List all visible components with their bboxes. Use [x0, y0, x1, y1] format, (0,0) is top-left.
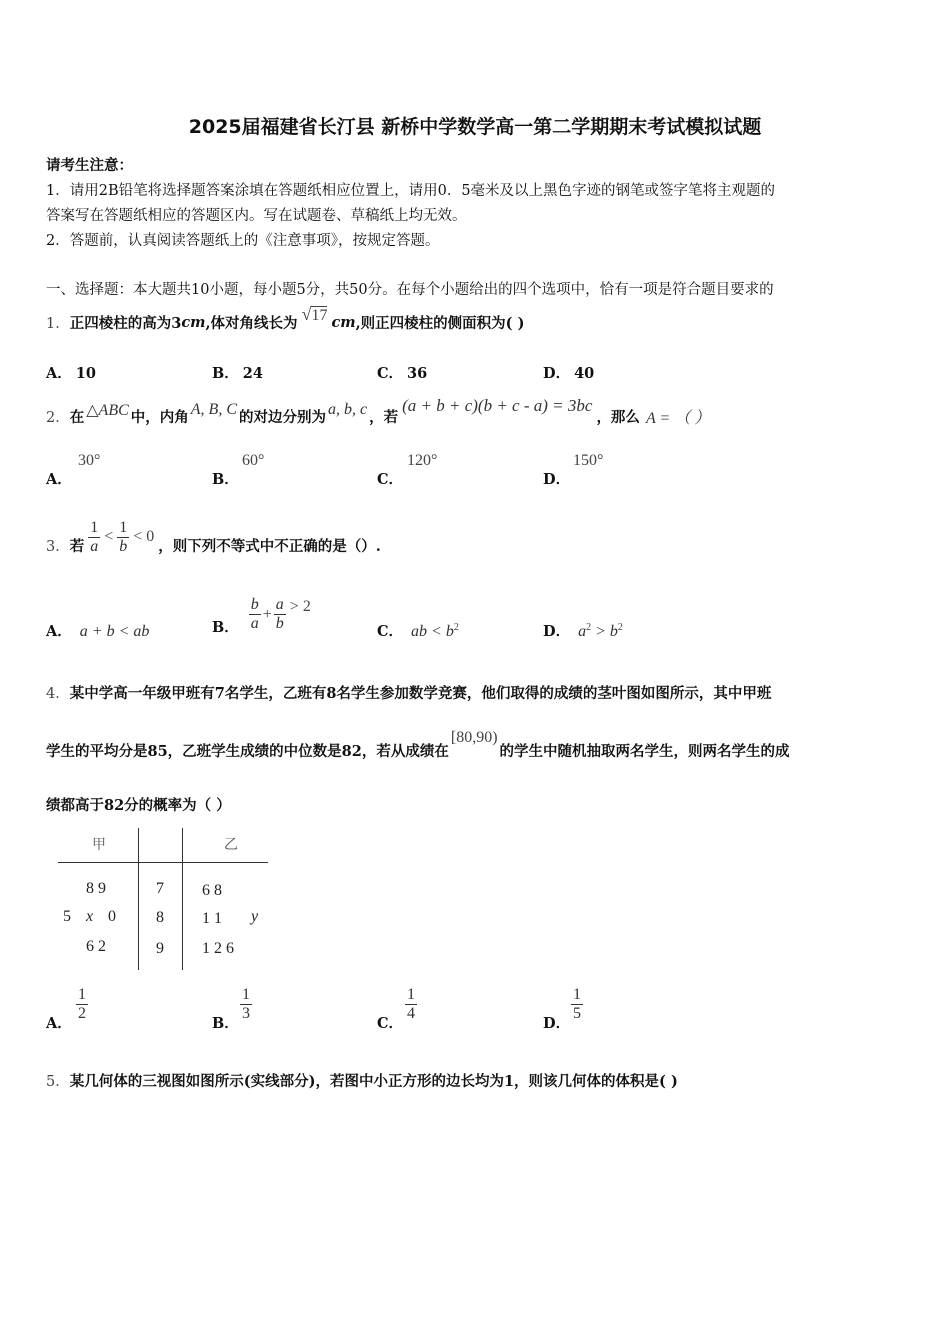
stem-leaf-left-row-2: 0 — [108, 908, 116, 925]
q1-sqrt-radicand: 17 — [311, 306, 328, 324]
stem-leaf-vline-left — [138, 828, 139, 970]
notice-line-1: 1．请用2B铅笔将选择题答案涂填在答题纸相应位置上，请用0．5毫米及以上黑色字迹的钢笔或签字笔将主观题的 — [46, 183, 776, 199]
stem-leaf-stem-row-2: 8 — [156, 909, 164, 926]
q2-option-b[interactable]: B． 60° — [212, 452, 265, 488]
question-4-line-3: 绩都高于82分的概率为（ ） — [46, 797, 231, 814]
stem-leaf-right-row-3: 1 2 6 — [202, 940, 234, 957]
q1-option-a[interactable]: A． 10 — [46, 365, 96, 382]
q4-option-a[interactable]: A． $\frac{1}{2}$ — [46, 986, 86, 1032]
q3-inequality: $\frac{1}{a}$ < $\frac{1}{b}$ < 0 — [90, 518, 155, 555]
q2-option-a[interactable]: A． 30° — [46, 452, 101, 488]
q1-unit-1: cm — [181, 313, 206, 331]
q2-number: 2． — [46, 409, 70, 426]
notice-line-2: 2．答题前，认真阅读答题纸上的《注意事项》，按规定答题。 — [46, 233, 440, 249]
stem-leaf-plot — [58, 828, 272, 973]
section-heading: 一、选择题：本大题共10小题，每小题5分，共50分。在每个小题给出的四个选项中，恰有一项是符合题目要求的 — [46, 282, 774, 298]
q3-option-d[interactable]: D． $a^2 > b^2$ — [543, 622, 623, 640]
q3-text-2: ，则下列不等式中不正确的是（）. — [158, 537, 381, 555]
question-5: 5．某几何体的三视图如图所示(实线部分)，若图中小正方形的边长均为1，则该几何体的体积是( ) — [46, 1073, 678, 1090]
q1-option-c[interactable]: C． 36 — [377, 365, 428, 382]
q2-angles: A, B, C — [190, 401, 237, 418]
q1-text-3: ,则正四棱柱的侧面积为( ) — [355, 314, 525, 332]
stem-leaf-header-right: 乙 — [224, 837, 238, 853]
q2-option-d[interactable]: D． 150° — [543, 452, 604, 488]
q3-text-1: 若 — [69, 537, 85, 555]
q4-interval: [80,90) — [450, 729, 498, 746]
q1-text-1: 正四棱柱的高为3 — [69, 314, 182, 332]
stem-leaf-right-row-2: 1 1 — [202, 910, 222, 927]
q3-option-b[interactable]: B． $\frac{b}{a}$ + $\frac{a}{b}$ > 2 — [212, 596, 311, 636]
q2-triangle: △ABC — [86, 402, 129, 419]
question-2 — [46, 396, 710, 436]
q3-number: 3． — [46, 538, 70, 555]
q3-option-a[interactable]: A． a + b < ab — [46, 623, 150, 640]
notice-heading: 请考生注意： — [46, 157, 133, 174]
q4-option-c[interactable]: C． $\frac{1}{4}$ — [377, 986, 415, 1032]
page-title: 2025届福建省长汀县 新桥中学数学高一第二学期期末考试模拟试题 — [188, 116, 762, 138]
q2-equation: (a + b + c)(b + c - a) = 3bc — [402, 396, 593, 415]
q4-option-b[interactable]: B． $\frac{1}{3}$ — [212, 986, 250, 1032]
stem-leaf-left-row-1: 8 9 — [86, 880, 106, 897]
stem-leaf-stem-row-1: 7 — [156, 880, 164, 897]
q2-text-1: 在 — [69, 408, 85, 426]
stem-leaf-left-row-3: 6 2 — [86, 938, 106, 955]
q4-option-d[interactable]: D． $\frac{1}{5}$ — [543, 986, 581, 1032]
question-4-line-1: 4．某中学高一年级甲班有7名学生，乙班有8名学生参加数学竞赛，他们取得的成绩的茎叶图如图所示，其中甲班 — [46, 685, 772, 702]
q3-option-c[interactable]: C． ab < $b^2$ — [377, 622, 459, 640]
q1-sqrt: √17 — [301, 303, 328, 324]
q2-text-5: ，那么 — [596, 408, 640, 426]
notice-line-1b: 答案写在答题纸相应的答题区内。写在试题卷、草稿纸上均无效。 — [46, 208, 467, 224]
question-1 — [46, 300, 524, 344]
q1-option-b[interactable]: B． 24 — [212, 365, 263, 382]
stem-leaf-right-y: y — [251, 908, 259, 925]
stem-leaf-vline-right — [182, 828, 183, 970]
stem-leaf-right-row-1: 6 8 — [202, 882, 222, 899]
question-3 — [46, 510, 381, 580]
stem-leaf-left-x: x — [86, 908, 94, 925]
stem-leaf-hline — [58, 862, 268, 863]
q2-text-4: ，若 — [369, 408, 399, 426]
stem-leaf-left-prefix-row-2: 5 — [63, 908, 71, 925]
q2-option-c[interactable]: C． 120° — [377, 452, 438, 488]
q1-unit-2: cm — [331, 313, 356, 331]
q2-text-3: 的对边分别为 — [238, 408, 326, 426]
q1-number: 1． — [46, 315, 70, 332]
q1-text-2: ,体对角线长为 — [205, 314, 298, 332]
stem-leaf-header-left: 甲 — [92, 837, 106, 853]
question-4-line-2: 学生的平均分是85，乙班学生成绩的中位数是82，若从成绩在 [80,90) 的学生中随机抽取两名学生，则两名学生的成 — [46, 729, 790, 760]
q2-ask: A = （ ） — [645, 409, 711, 427]
q1-option-d[interactable]: D． 40 — [543, 365, 595, 382]
q2-text-2: 中，内角 — [130, 408, 189, 426]
stem-leaf-stem-row-3: 9 — [156, 940, 164, 957]
q2-sides: a, b, c — [327, 401, 368, 418]
